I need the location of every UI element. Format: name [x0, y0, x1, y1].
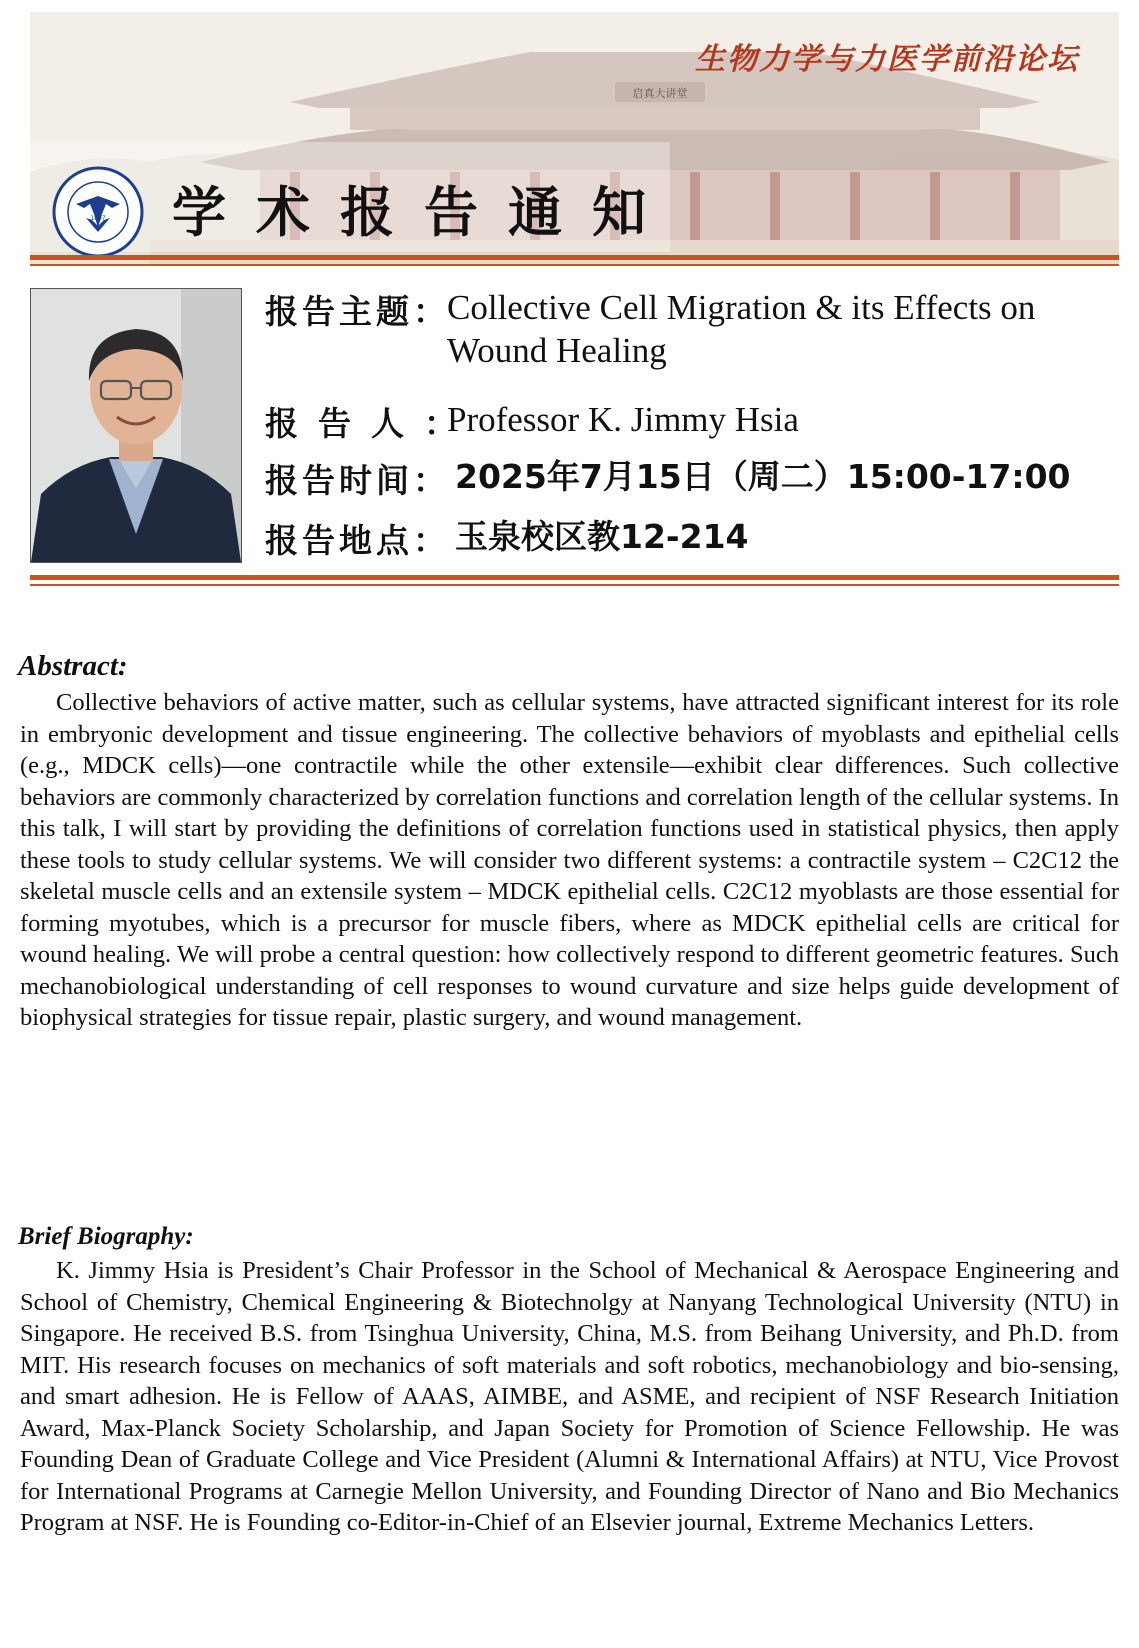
- time-row: [265, 455, 1071, 502]
- place-label: 报告地点：: [265, 521, 450, 560]
- building-sign-text: 启真大讲堂: [632, 87, 688, 100]
- biography-text: K. Jimmy Hsia is President’s Chair Professor in the School of Mechanical & Aerospace Engineering and School of Chemistry, Chemical Engineering & Biotechnolgy at Nanyang Technological University (NTU) in Singapore. He received B.S. from Tsinghua University, China, M.S. from Beihang University, and Ph.D. from MIT. His research focuses on mechanics of soft materials and soft robotics, mechanobiology and bio-sensing, and smart adhesion. He is Fellow of AAAS, AIMBE, and ASME, and recipient of NSF Research Initiation Award, Max-Planck Society Scholarship, and Japan Society for Promotion of Science Fellowship. He was Founding Dean of Graduate College and Vice President (Alumni & International Affairs) at NTU, Vice Provost for International Programs at Carnegie Mellon University, and Founding Director of Nano and Bio Mechanics Program at NSF. He is Founding co-Editor-in-Chief of an Elsevier journal, Extreme Mechanics Letters.: [20, 1257, 1119, 1536]
- notice-title: 学术报告通知: [172, 181, 676, 244]
- topic-value-line1: Collective Cell Migration & its Effects on: [447, 288, 1036, 327]
- header-banner: [30, 12, 1119, 264]
- topic-label: 报告主题：: [265, 292, 450, 331]
- abstract-heading: Abstract:: [18, 650, 128, 682]
- divider-bottom-thick: [30, 575, 1119, 580]
- divider-top-thick: [30, 255, 1119, 260]
- svg-text:1897: 1897: [90, 215, 106, 222]
- forum-title: 生物力学与力医学前沿论坛: [695, 42, 1079, 77]
- abstract-text: Collective behaviors of active matter, such as cellular systems, have attracted significant interest for its role in embryonic development and tissue engineering. The collective behaviors of myoblasts and epithelial cells (e.g., MDCK cells)—one contractile while the other extensile—exhibit clear differences. Such collective behaviors are commonly characterized by correlation functions and correlation length of the cellular systems. In this talk, I will start by providing the definitions of correlation functions used in statistical physics, then apply these tools to study cellular systems. We will consider two different systems: a contractile system – C2C12 the skeletal muscle cells and an extensile system – MDCK epithelial cells. C2C12 myoblasts are those essential for forming myotubes, which is a precursor for muscle fibers, where as MDCK epithelial cells are critical for wound healing. We will probe a central question: how collectively respond to different geometric features. Such mechanobiological understanding of cell responses to wound curvature and size helps guide development of biophysical strategies for tissue repair, plastic surgery, and wound management.: [20, 689, 1119, 1031]
- topic-row: [265, 286, 1035, 372]
- speaker-photo: [30, 288, 242, 563]
- topic-value-line2: Wound Healing: [447, 331, 667, 370]
- place-value: 玉泉校区教12-214: [455, 517, 749, 556]
- speaker-value: Professor K. Jimmy Hsia: [447, 400, 799, 439]
- divider-bottom-thin: [30, 584, 1119, 586]
- speaker-label: 报告人：: [265, 404, 477, 443]
- divider-top-thin: [30, 264, 1119, 266]
- zhejiang-university-logo: [52, 166, 144, 258]
- time-value: 2025年7月15日（周二）15:00-17:00: [455, 457, 1071, 496]
- time-label: 报告时间：: [265, 461, 450, 500]
- biography-heading: Brief Biography:: [18, 1223, 194, 1250]
- speaker-row: [265, 398, 799, 445]
- place-row: [265, 515, 749, 562]
